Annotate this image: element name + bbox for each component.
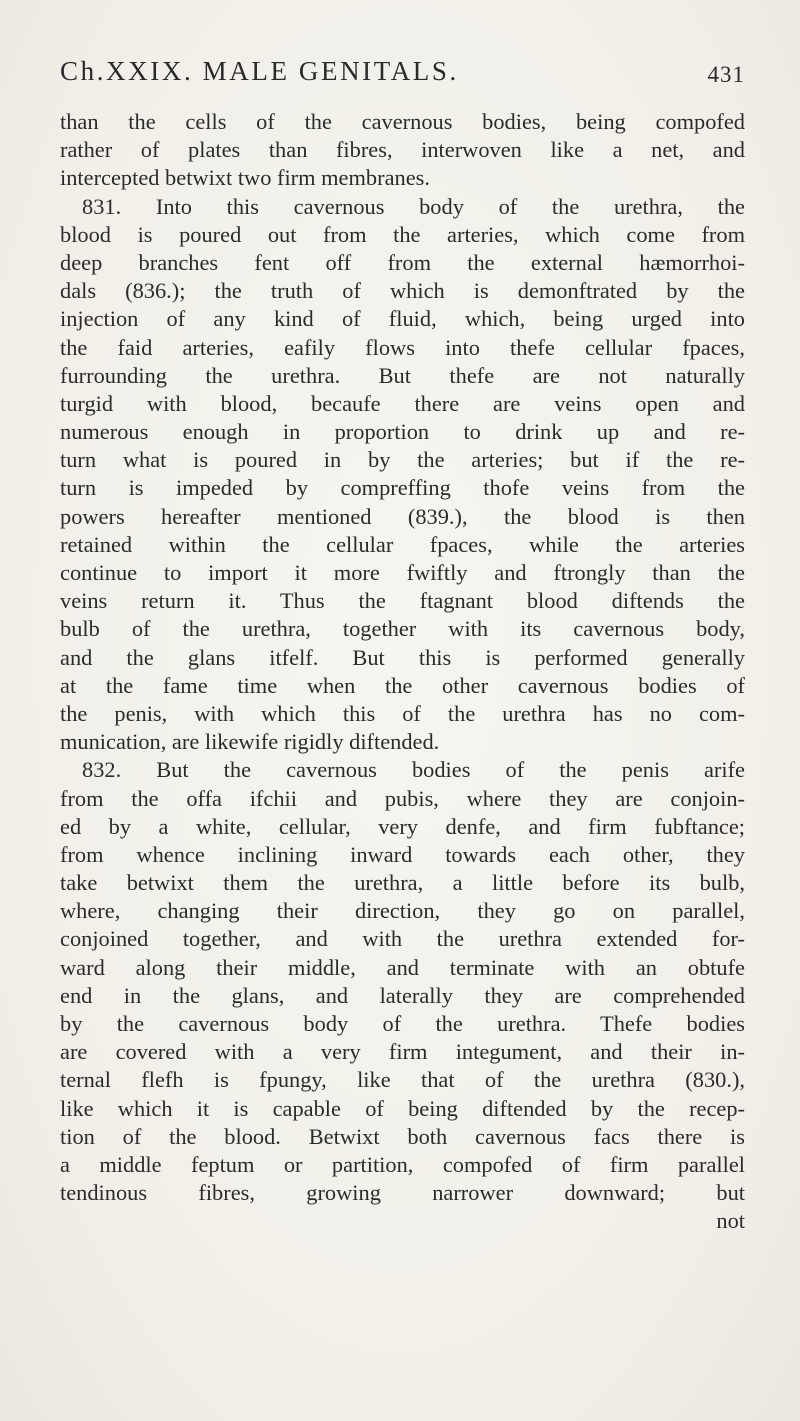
page-header: [60, 56, 745, 96]
text-line: ternal flefh is fpungy, like that of the urethra (830.),: [60, 1067, 745, 1093]
text-line: dals (836.); the truth of which is demonftrated by the: [60, 278, 745, 304]
text-line: from the offa ifchii and pubis, where they are conjoin-: [60, 785, 745, 811]
text-line: munication, are likewife rigidly diftended.: [60, 729, 440, 755]
text-line: not: [716, 1208, 745, 1234]
text-line: injection of any kind of fluid, which, being urged into: [60, 306, 745, 332]
text-line: a middle feptum or partition, compofed of firm parallel: [60, 1151, 745, 1177]
text-line: take betwixt them the urethra, a little before its bulb,: [60, 870, 745, 896]
text-line: tion of the blood. Betwixt both cavernous facs there is: [60, 1123, 745, 1149]
text-line: blood is poured out from the arteries, which come from: [60, 221, 745, 247]
text-line: turn what is poured in by the arteries; but if the re-: [60, 447, 745, 473]
text-line: deep branches fent off from the external hæmorrhoi-: [60, 249, 745, 275]
text-line: turgid with blood, becaufe there are veins open and: [60, 390, 745, 416]
text-line: conjoined together, and with the urethra extended for-: [60, 926, 745, 952]
text-line: veins return it. Thus the ftagnant blood diftends the: [60, 588, 745, 614]
text-line: end in the glans, and laterally they are comprehended: [60, 982, 745, 1008]
text-line: ward along their middle, and terminate with an obtufe: [60, 954, 745, 980]
text-line: are covered with a very firm integument, and their in-: [60, 1039, 745, 1065]
text-line: 832. But the cavernous bodies of the penis arife: [82, 757, 745, 783]
text-line: at the fame time when the other cavernous bodies of: [60, 672, 745, 698]
text-line: bulb of the urethra, together with its cavernous body,: [60, 616, 745, 642]
text-line: 831. Into this cavernous body of the urethra, the: [82, 193, 745, 219]
text-line: numerous enough in proportion to drink up and re-: [60, 419, 745, 445]
text-line: by the cavernous body of the urethra. Thefe bodies: [60, 1011, 745, 1036]
text-line: than the cells of the cavernous bodies, being compofed: [60, 109, 745, 134]
body-text: [60, 108, 745, 1236]
text-line: and the glans itfelf. But this is performed generally: [60, 644, 745, 670]
page-number: 431: [707, 62, 745, 87]
text-line: intercepted betwixt two firm membranes.: [60, 165, 430, 191]
text-line: from whence inclining inward towards each other, they: [60, 841, 745, 867]
text-line: retained within the cellular fpaces, while the arteries: [60, 531, 745, 557]
text-line: like which it is capable of being diftended by the recep-: [60, 1095, 745, 1121]
text-line: the penis, with which this of the urethra has no com-: [60, 700, 745, 726]
text-line: ed by a white, cellular, very denfe, and firm fubftance;: [60, 813, 745, 839]
text-line: powers hereafter mentioned (839.), the blood is then: [60, 503, 745, 529]
running-head: Ch.XXIX. MALE GENITALS.: [60, 56, 459, 86]
text-line: tendinous fibres, growing narrower downward; but: [60, 1180, 745, 1206]
text-line: where, changing their direction, they go on parallel,: [60, 898, 745, 924]
text-line: turn is impeded by compreffing thofe veins from the: [60, 475, 745, 501]
text-line: rather of plates than fibres, interwoven like a net, and: [60, 137, 745, 163]
text-line: continue to import it more fwiftly and ftrongly than the: [60, 560, 745, 585]
text-line: furrounding the urethra. But thefe are not naturally: [60, 362, 745, 388]
text-line: the faid arteries, eafily flows into thefe cellular fpaces,: [60, 334, 745, 360]
